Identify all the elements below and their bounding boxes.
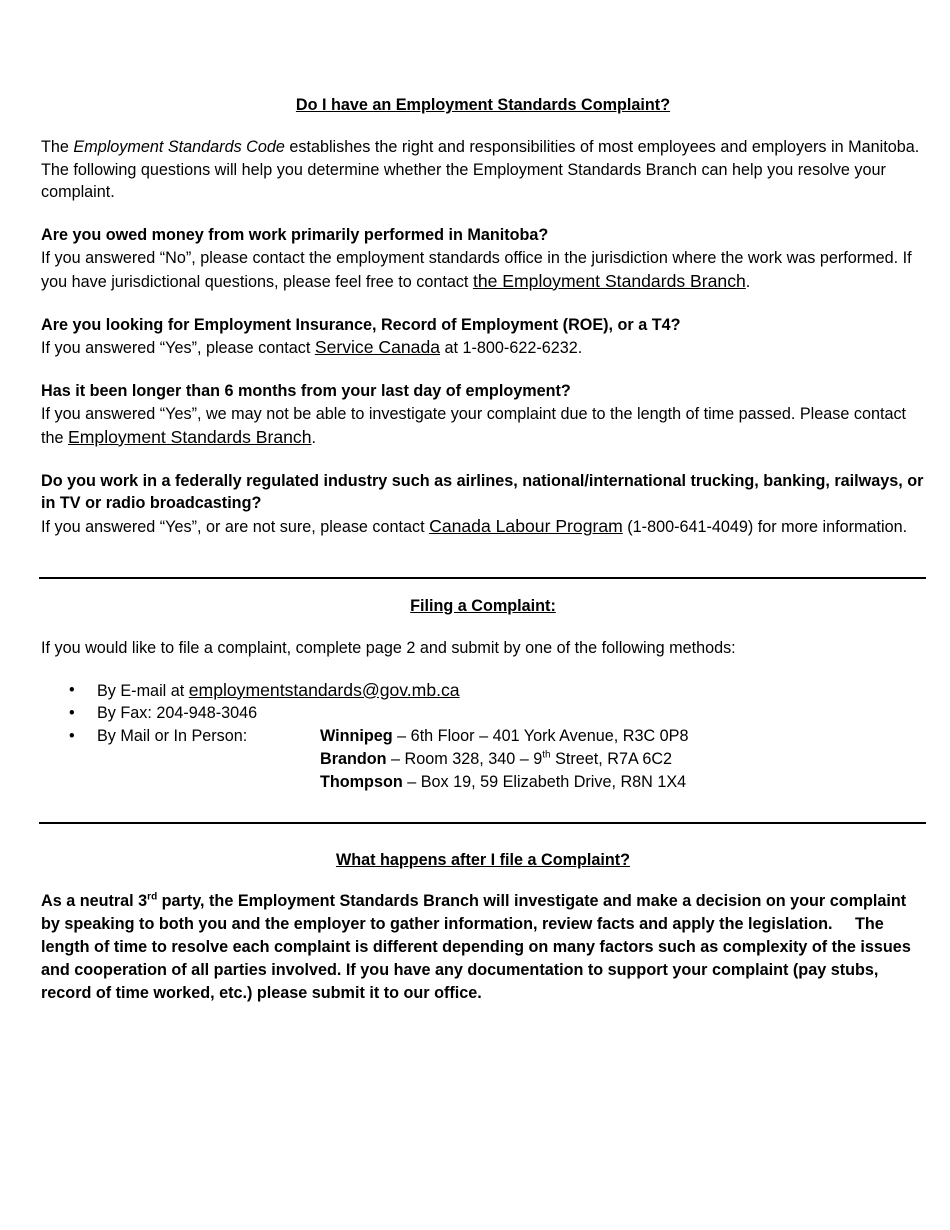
answer-ei-roe-text: If you answered “Yes”, please contact [41, 339, 315, 358]
winnipeg-address-text: – 6th Floor – 401 York Avenue, R3C 0P8 [392, 727, 689, 746]
after-filing-title: What happens after I file a Complaint? [335, 850, 631, 869]
question-federal-industry: Do you work in a federally regulated industry such as airlines, national/international trucking, banking, railways, or in TV or radio broadcasting? [41, 471, 924, 513]
mail-row [97, 725, 925, 793]
answer-ei-roe-end: at 1-800-622-6232. [440, 339, 583, 358]
brandon-address-end: Street, R7A 6C2 [550, 749, 673, 768]
after-filing-body [41, 890, 925, 1004]
question-owed-money: Are you owed money from work primarily performed in Manitoba? [41, 226, 549, 245]
answer-federal-industry [41, 515, 925, 539]
office-addresses [320, 725, 925, 793]
brandon-address [320, 748, 925, 771]
complaint-check-title: Do I have an Employment Standards Complaint? [295, 96, 671, 114]
answer-owed-money [41, 247, 925, 294]
question-six-months: Has it been longer than 6 months from your last day of employment? [41, 382, 571, 401]
intro-text-start: The [41, 137, 74, 156]
thompson-address [320, 771, 925, 794]
bullet: • [69, 704, 75, 723]
winnipeg-address [320, 725, 925, 748]
brandon-address-text: – Room 328, 340 – 9 [386, 749, 543, 768]
winnipeg-city: Winnipeg [320, 727, 393, 746]
question-ei-roe: Are you looking for Employment Insurance, Record of Employment (ROE), or a T4? [41, 315, 681, 334]
answer-six-months-text: If you answered “Yes”, we may not be able to investigate your complaint due to the length of time passed. Please contact the [41, 404, 907, 447]
intro-paragraph [41, 136, 925, 204]
answer-federal-industry-end: (1-800-641-4049) for more information. [622, 518, 908, 537]
ordinal-rd: rd [147, 891, 158, 903]
answer-owed-money-end: . [745, 272, 751, 291]
after-filing-text-rest: party, the Employment Standards Branch will investigate and make a decision on your complaint by speaking to both you and the employer to gather information, review facts and apply the legislation. The length of time to resolve each complaint is different depending on many factors such as complexity of the issues and cooperation of all parties involved. If you have any documentation to support your complaint (pay stubs, record of time worked, etc.) please submit it to our office. [41, 892, 911, 1002]
thompson-address-text: – Box 19, 59 Elizabeth Drive, R8N 1X4 [402, 772, 687, 791]
canada-labour-program-link[interactable]: Canada Labour Program [429, 516, 623, 537]
email-label: By E-mail at [97, 681, 189, 700]
method-email [41, 679, 925, 703]
answer-six-months [41, 403, 925, 450]
brandon-city: Brandon [320, 749, 387, 768]
employment-standards-branch-link-2[interactable]: Employment Standards Branch [68, 426, 312, 447]
employment-standards-branch-link[interactable]: the Employment Standards Branch [472, 270, 746, 291]
brandon-ordinal: th [542, 749, 551, 761]
answer-owed-money-text: If you answered “No”, please contact the employment standards office in the jurisdiction where the work was performed. If you have jurisdictional questions, please feel free to contact [41, 248, 912, 291]
code-name: Employment Standards Code [73, 137, 285, 156]
service-canada-link[interactable]: Service Canada [314, 337, 441, 358]
thompson-city: Thompson [320, 772, 403, 791]
bullet: • [69, 727, 75, 746]
filing-intro: If you would like to file a complaint, complete page 2 and submit by one of the following methods: [41, 638, 736, 657]
answer-ei-roe [41, 336, 925, 360]
document-content [41, 94, 925, 1004]
submission-methods-list [41, 679, 925, 794]
intro-text-end: establishes the right and responsibilities of most employees and employers in Manitoba. The following questions will help you determine whether the Employment Standards Branch can help you resolve your complaint. [41, 137, 920, 202]
answer-federal-industry-text: If you answered “Yes”, or are not sure, please contact [41, 518, 430, 537]
filing-complaint-title: Filing a Complaint: [410, 596, 556, 615]
section-divider-1 [39, 577, 926, 579]
fax-text: By Fax: 204-948-3046 [97, 704, 258, 723]
bullet: • [69, 680, 75, 699]
answer-six-months-end: . [311, 428, 317, 447]
method-mail [41, 725, 925, 793]
email-link[interactable]: employmentstandards@gov.mb.ca [188, 679, 460, 700]
after-filing-text: As a neutral 3 [41, 892, 148, 911]
section-divider-2 [39, 822, 926, 824]
method-fax [41, 702, 925, 725]
mail-label: By Mail or In Person: [97, 727, 248, 746]
